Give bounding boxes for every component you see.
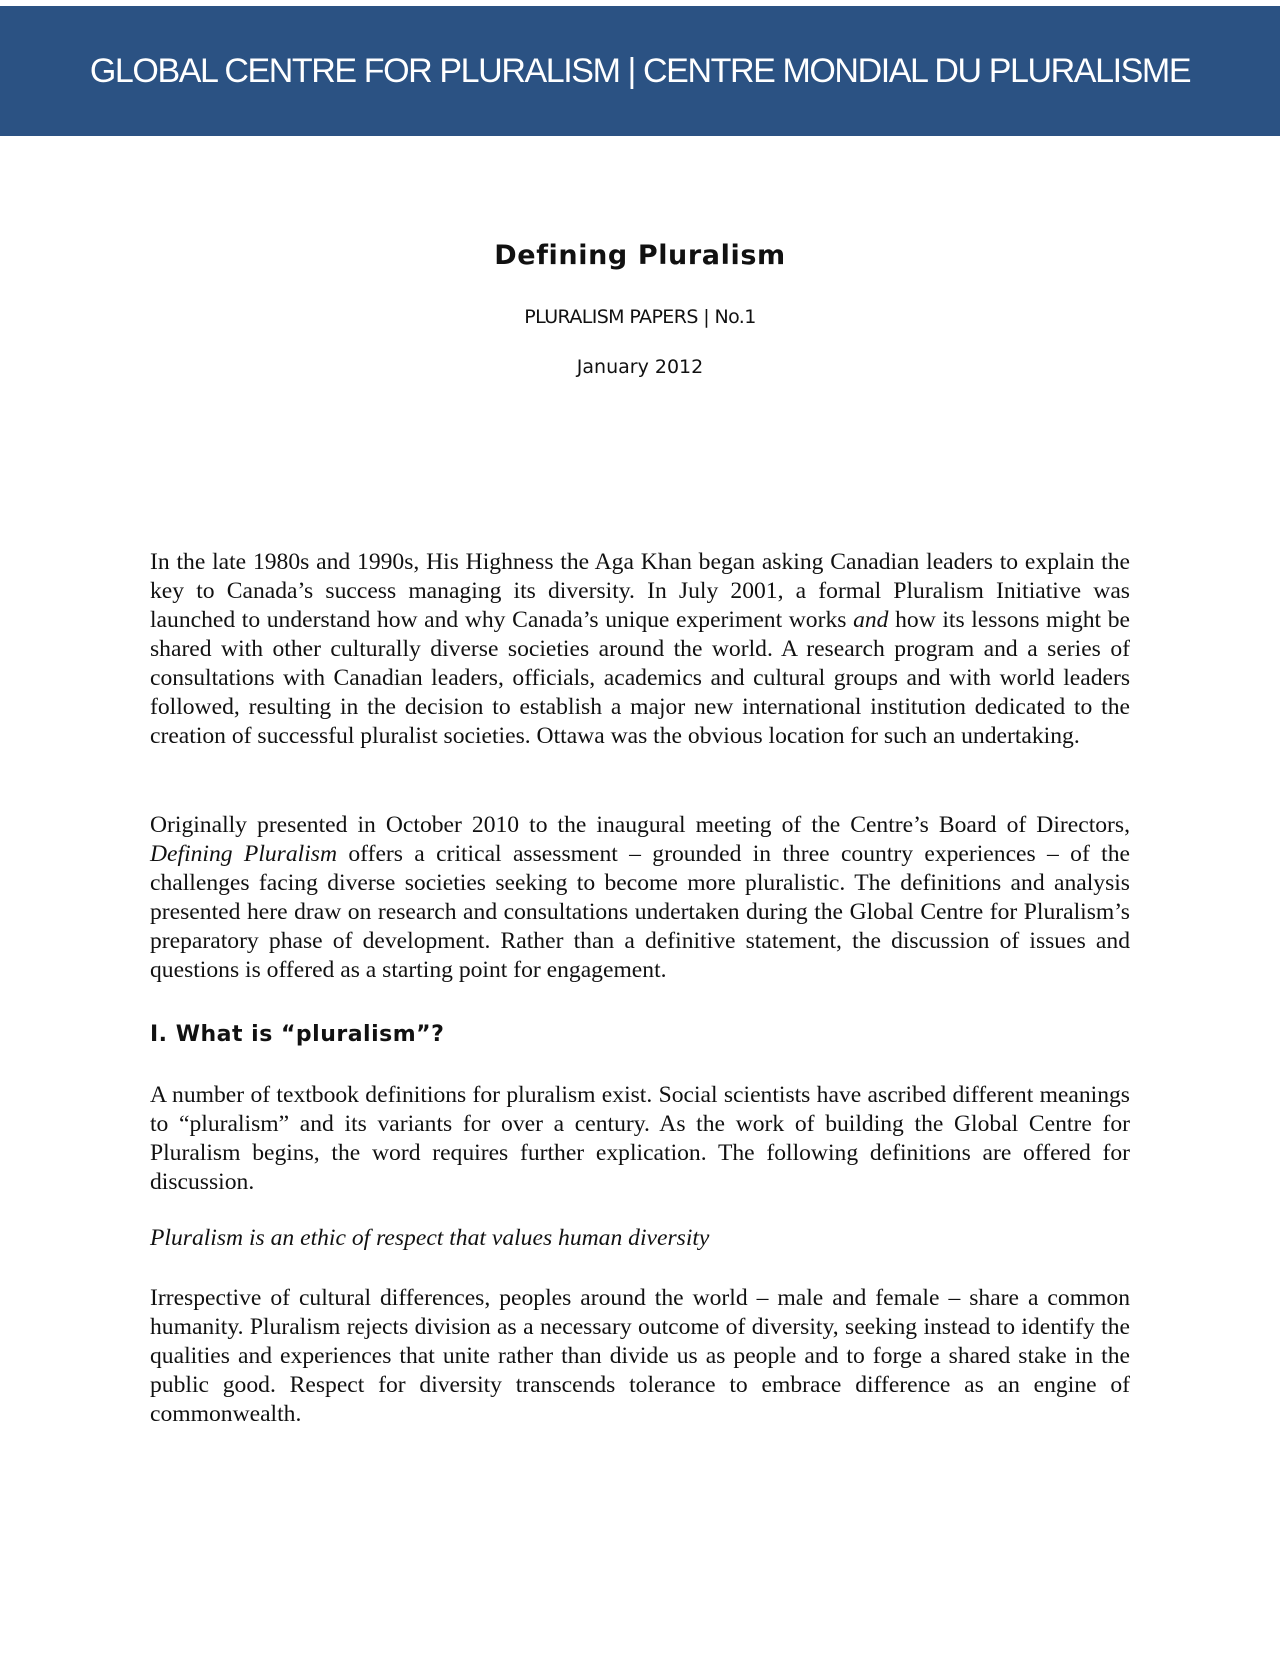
publication-date: January 2012 [576, 356, 704, 378]
section-paragraph-1: A number of textbook definitions for pluralism exist. Social scientists have ascribed different meanings to “pluralism” and its variants for over a century. As the work of building the Global Centre for Pluralism begins, the word requires further explication. The following definitions are offered for discussion. [150, 1082, 1130, 1195]
intro-paragraph-2-text: Originally presented in October 2010 to the inaugural meeting of the Centre’s Board of Directors, [150, 812, 1130, 838]
section-heading: I. What is “pluralism”? [150, 1022, 445, 1047]
series-label: PLURALISM PAPERS | No.1 [524, 306, 756, 328]
intro-paragraph-1-rest: how its lessons might be shared with other culturally diverse societies around the world. A research program and a series of consultations with Canadian leaders, officials, academics and cultural groups and with world leaders followed, resulting in the decision to establish a major new international institution dedicated to the creation of successful pluralist societies. Ottawa was the obvious location for such an undertaking. [150, 607, 1130, 749]
intro-paragraph-1-emphasis: and [853, 607, 889, 633]
header-banner [0, 6, 1280, 136]
banner-title: GLOBAL CENTRE FOR PLURALISM | CENTRE MONDIAL DU PLURALISME [89, 51, 1191, 90]
document-title: Defining Pluralism [494, 240, 786, 271]
intro-paragraph-2 [150, 811, 1130, 985]
intro-paragraph-1 [150, 548, 1130, 751]
intro-paragraph-2-emphasis: Defining Pluralism [150, 841, 337, 867]
section-paragraph-2: Irrespective of cultural differences, peoples around the world – male and female – share a common humanity. Pluralism rejects division as a necessary outcome of diversity, seeking instead to identify the qualities and experiences that unite rather than divide us as people and to forge a shared stake in the public good. Respect for diversity transcends tolerance to embrace difference as an engine of commonwealth. [150, 1285, 1130, 1427]
intro-paragraph-1-text: In the late 1980s and 1990s, His Highness the Aga Khan began asking Canadian leaders to explain the key to Canada’s success managing its diversity. In July 2001, a formal Pluralism Initiative was launched to understand how and why Canada’s unique experiment works [150, 549, 1130, 633]
intro-paragraph-2-rest: offers a critical assessment – grounded in three country experiences – of the challenges facing diverse societies seeking to become more pluralistic. The definitions and analysis presented here draw on research and consultations undertaken during the Global Centre for Pluralism’s preparatory phase of development. Rather than a definitive statement, the discussion of issues and questions is offered as a starting point for engagement. [150, 841, 1131, 983]
section-subheading: Pluralism is an ethic of respect that values human diversity [150, 1225, 710, 1251]
